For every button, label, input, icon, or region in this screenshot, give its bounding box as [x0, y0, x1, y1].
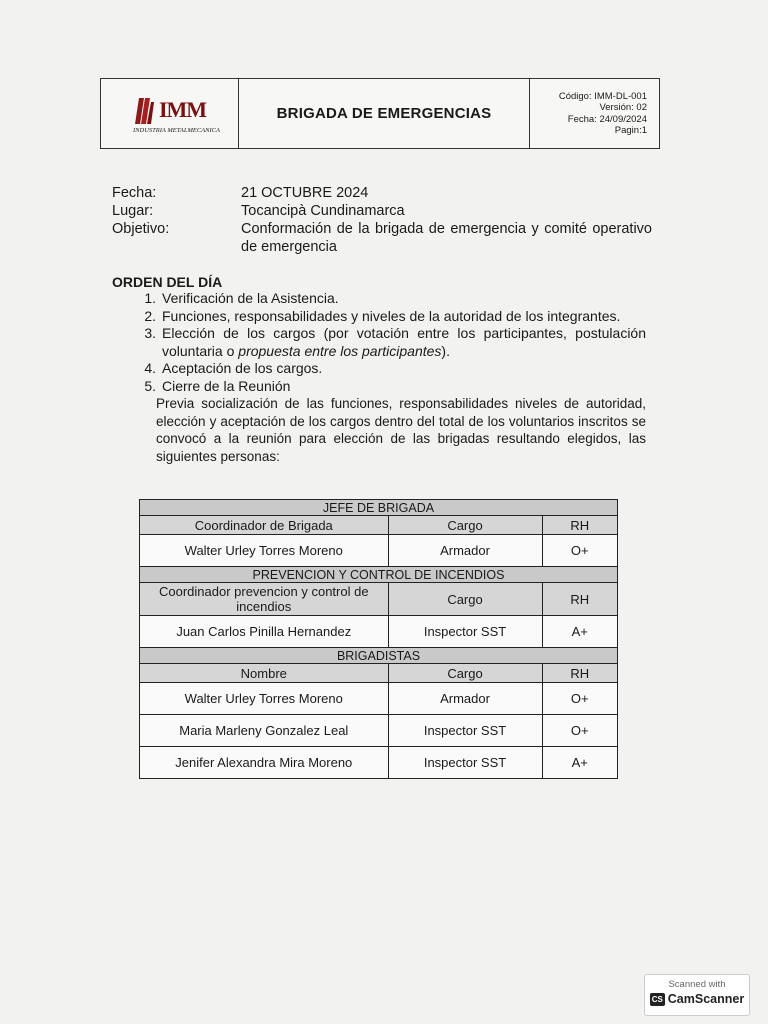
table-row [140, 683, 618, 715]
info-objetivo [112, 220, 652, 256]
header-cell: RH [542, 664, 618, 683]
meta-fecha: Fecha: 24/09/2024 [567, 113, 647, 125]
objetivo-value: Conformación de la brigada de emergencia y comité operativo de emergencia [241, 221, 652, 255]
camscanner-icon: CS [651, 994, 663, 1004]
cell-cargo: Inspector SST [388, 747, 542, 779]
cell-cargo: Inspector SST [388, 616, 542, 648]
cell-rh: O+ [542, 715, 618, 747]
orden-list [130, 290, 646, 465]
cell-rh: A+ [542, 616, 618, 648]
list-item [130, 378, 646, 396]
list-item [130, 325, 646, 360]
header-cell: RH [542, 516, 618, 535]
item-text: Verificación de la Asistencia. [162, 290, 339, 306]
cell-cargo: Inspector SST [388, 715, 542, 747]
item-number: 1. [144, 290, 156, 306]
meta-pagina: Pagin:1 [614, 125, 647, 136]
header-cell: Cargo [388, 664, 542, 683]
section-row [140, 500, 618, 516]
document-meta [530, 79, 659, 148]
list-item [130, 290, 646, 308]
header-cell: Cargo [388, 516, 542, 535]
cell-name: Jenifer Alexandra Mira Moreno [140, 747, 389, 779]
badge-name: CamScanner [667, 992, 745, 1006]
table-row [140, 747, 618, 779]
header-cell: Coordinador prevencion y control de incendios [140, 583, 389, 616]
cell-rh: A+ [542, 747, 618, 779]
item-number: 4. [144, 360, 156, 376]
section-row [140, 648, 618, 664]
list-item [130, 360, 646, 378]
header-cell: Nombre [140, 664, 389, 683]
cell-name: Walter Urley Torres Moreno [140, 683, 389, 715]
lugar-value: Tocancipà Cundinamarca [241, 203, 405, 219]
item-number: 3. [144, 325, 156, 341]
lugar-label: Lugar: [112, 203, 154, 219]
section-jefe: JEFE DE BRIGADA [140, 500, 618, 516]
info-fecha [112, 184, 652, 202]
table-header-row [140, 583, 618, 616]
objetivo-label: Objetivo: [112, 221, 170, 237]
logo-subtitle: INDUSTRIA METALMECANICA [133, 126, 220, 134]
section-prevencion: PREVENCION Y CONTROL DE INCENDIOS [140, 567, 618, 583]
info-lugar [112, 202, 652, 220]
cell-cargo: Armador [388, 535, 542, 567]
meta-codigo: Código: IMM-DL-001 [558, 90, 647, 102]
item-number: 5. [144, 377, 156, 394]
table-header-row [140, 664, 618, 683]
table-row [140, 715, 618, 747]
logo [101, 79, 239, 148]
item-text: Cierre de la Reunión [162, 377, 291, 394]
header-cell: Cargo [388, 583, 542, 616]
cell-rh: O+ [542, 535, 618, 567]
document-header [100, 78, 660, 149]
document-title: BRIGADA DE EMERGENCIAS [239, 79, 530, 148]
cell-name: Walter Urley Torres Moreno [140, 535, 389, 567]
item-text-end: ). [441, 342, 450, 359]
item-text: Funciones, responsabilidades y niveles de la autoridad de los integrantes. [162, 307, 621, 324]
cell-rh: O+ [542, 683, 618, 715]
fecha-value: 21 OCTUBRE 2024 [241, 185, 369, 201]
item-text-plain: Elección de los cargos (por votación entre los participantes, postulación voluntaria o [162, 325, 646, 359]
section-row [140, 567, 618, 583]
brigade-table [139, 499, 618, 779]
logo-text: IMM [158, 96, 207, 122]
header-cell: Coordinador de Brigada [140, 516, 389, 535]
cell-cargo: Armador [388, 683, 542, 715]
fecha-label: Fecha: [112, 185, 157, 201]
item-text [162, 325, 646, 360]
election-paragraph: Previa socialización de las funciones, responsabilidades niveles de autoridad, elección y aceptación de los cargos dentro del total de los voluntarios inscritos se convocó a la reunión para elección de las brigadas resultando elegidos, las siguientes personas: [156, 396, 646, 464]
badge-brand [645, 992, 749, 1006]
cell-name: Juan Carlos Pinilla Hernandez [140, 616, 389, 648]
header-cell: RH [542, 583, 618, 616]
table-header-row [140, 516, 618, 535]
meeting-info [112, 184, 652, 256]
camscanner-badge [644, 974, 750, 1016]
logo-mark-icon [133, 94, 155, 126]
cell-name: Maria Marleny Gonzalez Leal [140, 715, 389, 747]
table-row [140, 616, 618, 648]
item-text: Aceptación de los cargos. [162, 360, 323, 376]
item-number: 2. [144, 307, 156, 324]
meta-version: Versión: 02 [599, 102, 647, 113]
badge-top-text: Scanned with [668, 979, 726, 990]
orden-title: ORDEN DEL DÍA [112, 274, 223, 290]
table-row [140, 535, 618, 567]
item-text-italic: propuesta entre los participantes [238, 342, 442, 359]
section-brigadistas: BRIGADISTAS [140, 648, 618, 664]
list-item [130, 308, 646, 326]
